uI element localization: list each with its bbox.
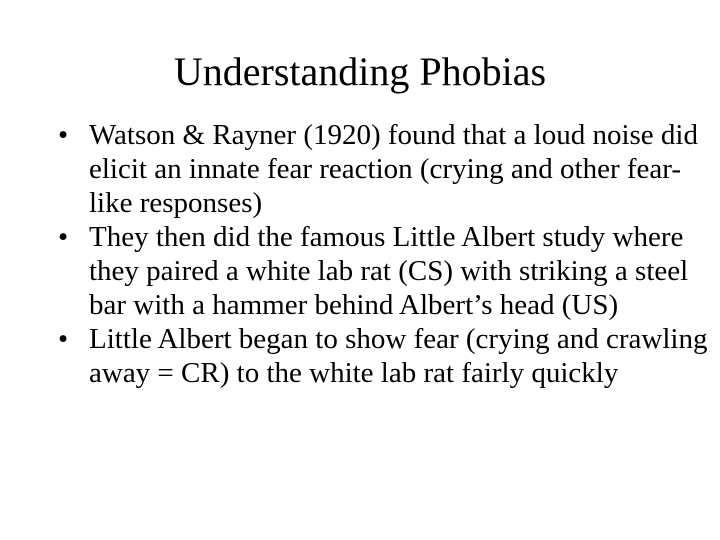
- bullet-item: [58, 322, 708, 390]
- bullet-list: [58, 118, 708, 390]
- bullet-text: They then did the famous Little Albert study where they paired a white lab rat (CS) with striking a steel bar with a hammer behind Albert’s head (US): [89, 221, 689, 321]
- bullet-marker: •: [58, 119, 69, 151]
- bullet-text: Watson & Rayner (1920) found that a loud noise did elicit an innate fear reaction (crying and other fear-like responses): [89, 119, 698, 219]
- bullet-text: Little Albert began to show fear (crying and crawling away = CR) to the white lab rat fairly quickly: [89, 323, 708, 389]
- slide-title: Understanding Phobias: [173, 49, 547, 94]
- bullet-item: [58, 220, 708, 322]
- bullet-marker: •: [58, 221, 69, 253]
- bullet-item: [58, 118, 708, 220]
- bullet-marker: •: [58, 323, 69, 355]
